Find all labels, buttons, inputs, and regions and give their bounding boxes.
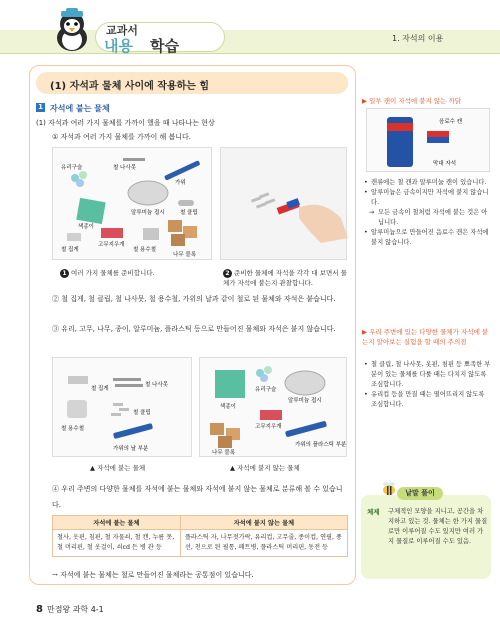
book-title: 만점왕 과학 4-1	[46, 605, 104, 614]
list-item: • 알루미늄은 금속이지만 자석에 붙지 않습니다.	[364, 188, 492, 208]
magnet-test-photo	[220, 147, 347, 260]
glossary-tag: 낱말 풀이	[397, 487, 443, 500]
caption-text: 여러 가지 물체를 준비합니다.	[71, 269, 155, 277]
step-2: ② 철 집게, 철 클립, 철 나사못, 철 용수철, 가위의 날과 같이 철로 된 물체와 자석은 붙습니다.	[52, 295, 336, 303]
photo-label: 알루미늄 접시	[288, 398, 322, 404]
list-item: → 모든 금속이 철처럼 자석에 붙는 것은 아닙니다.	[364, 208, 492, 228]
subsection-number: 1	[36, 103, 45, 112]
header-title-accent: 내용	[104, 37, 133, 55]
page-number: 8	[36, 604, 43, 615]
section-title: (1) 자석과 물체 사이에 작용하는 힘	[50, 81, 210, 92]
photo-label: 철 집게	[91, 386, 109, 392]
penguin-mascot-icon	[52, 8, 92, 52]
caption-3: ▲ 자석에 붙는 물체	[90, 464, 146, 472]
footer	[36, 604, 104, 615]
caption-4: ▲ 자석에 붙지 않는 물체	[230, 464, 300, 472]
list-item: • 알루미늄으로 만들어진 음료수 캔은 자석에 붙지 않습니다.	[364, 228, 492, 248]
photo-label: 철 클립	[133, 410, 151, 416]
classification-table	[52, 515, 348, 557]
glossary-definition: 구체적인 모양을 지니고, 공간을 차지하고 있는 것. 물체는 한 가지 물질로만 이루어질 수도 있지만 여러 가지 물질로 이루어질 수도 있음.	[388, 508, 488, 545]
caption-text: 준비한 물체에 자석을 각각 대 보면서 물체가 자석에 붙는지 관찰합니다.	[223, 269, 347, 287]
caption-number: 2	[223, 269, 232, 278]
photo-label: 나무 블록	[212, 450, 236, 456]
sidebar-heading-2: ▶ 우리 주변에 있는 다양한 물체가 자석에 붙는지 알아보는 실험을 할 때의 주의점	[362, 328, 489, 346]
photo-label: 유리구슬	[61, 165, 83, 171]
header-title: 학습	[150, 37, 179, 55]
conclusion: → 자석에 붙는 물체는 철로 만들어진 물체라는 공통점이 있습니다.	[52, 571, 254, 579]
table-header-row	[53, 516, 348, 530]
step-4: ④ 우리 주변의 다양한 물체를 자석에 붙는 물체와 자석에 붙지 않는 물체로 분류해 볼 수 있습니다.	[52, 485, 343, 509]
photo-label: 가위의 날 부분	[113, 446, 149, 452]
table-header: 자석에 붙는 물체	[53, 516, 181, 530]
photo-label: 철 용수철	[133, 247, 157, 253]
caption-2	[223, 268, 348, 288]
can-magnet-photo	[366, 108, 490, 172]
glossary-term: 체제	[367, 508, 380, 516]
list-item: • 철 클립, 철 나사못, 옷핀, 침핀 등 뾰족한 부분이 있는 물체를 다룰 때는 다치지 않도록 조심합니다.	[364, 360, 492, 390]
photo-label: 가위의 플라스틱 부분	[295, 442, 347, 448]
nonmagnetic-objects-photo	[199, 357, 347, 457]
photo-label: 고무지우개	[255, 424, 282, 430]
step-1: ① 자석과 여러 가지 물체를 가까이 해 봅니다.	[52, 133, 192, 141]
photo-label: 철 용수철	[61, 426, 85, 432]
magnetic-objects-photo	[52, 357, 192, 457]
photo-label: 음료수 캔	[439, 119, 463, 125]
photo-label: 철 나사못	[113, 165, 137, 171]
photo-label: 나무 블록	[173, 252, 197, 258]
header-label: 교과서	[106, 24, 138, 37]
objects-photo	[52, 147, 212, 260]
photo-label: 철 나사못	[145, 382, 169, 388]
photo-label: 유리구슬	[255, 387, 277, 393]
photo-label: 고무지우개	[98, 242, 125, 248]
photo-label: 막대 자석	[433, 161, 457, 167]
bee-icon	[380, 480, 398, 498]
photo-label: 가위	[175, 180, 186, 186]
photo-label: 철 클립	[180, 210, 198, 216]
table-row	[53, 530, 348, 557]
activity-question: (1) 자석과 여러 가지 물체를 가까이 했을 때 나타나는 현상	[36, 119, 215, 127]
photo-label: 색종이	[78, 224, 94, 230]
photo-label: 색종이	[220, 404, 236, 410]
sidebar-heading-1: ▶ 일부 캔이 자석에 붙지 않는 까닭	[362, 97, 462, 105]
caption-number: 1	[60, 269, 69, 278]
table-cell: 플라스틱 자, 나무젓가락, 유리컵, 고무줄, 종이컵, 연필, 풍선, 천으로 된 필통, 페트병, 플라스틱 머리핀, 동전 등	[180, 530, 347, 557]
photo-label: 철 집게	[61, 247, 79, 253]
table-cell: 철사, 옷핀, 침핀, 철 자물쇠, 철 캔, 누름 못, 철 머리핀, 철 옷걸이, 쇠cd 든 병 관 등	[53, 530, 181, 557]
list-item: • 캔류에는 철 캔과 알루미늄 캔이 있습니다.	[364, 178, 492, 188]
chapter-title: 1. 자석의 이용	[392, 34, 444, 43]
photo-label: 알루미늄 접시	[131, 210, 165, 216]
table-header: 자석에 붙지 않는 물체	[180, 516, 347, 530]
caption-1	[60, 268, 155, 278]
sidebar-list-2	[364, 360, 492, 410]
step-3: ③ 유리, 고무, 나무, 종이, 알루미늄, 플라스틱 등으로 만들어진 물체와 자석은 붙지 않습니다.	[52, 325, 336, 333]
subsection-heading: 자석에 붙는 물체	[50, 104, 110, 113]
list-item: • 유리컵 등을 만질 때는 떨어뜨리지 않도록 조심합니다.	[364, 390, 492, 410]
sidebar-list-1	[364, 178, 492, 248]
